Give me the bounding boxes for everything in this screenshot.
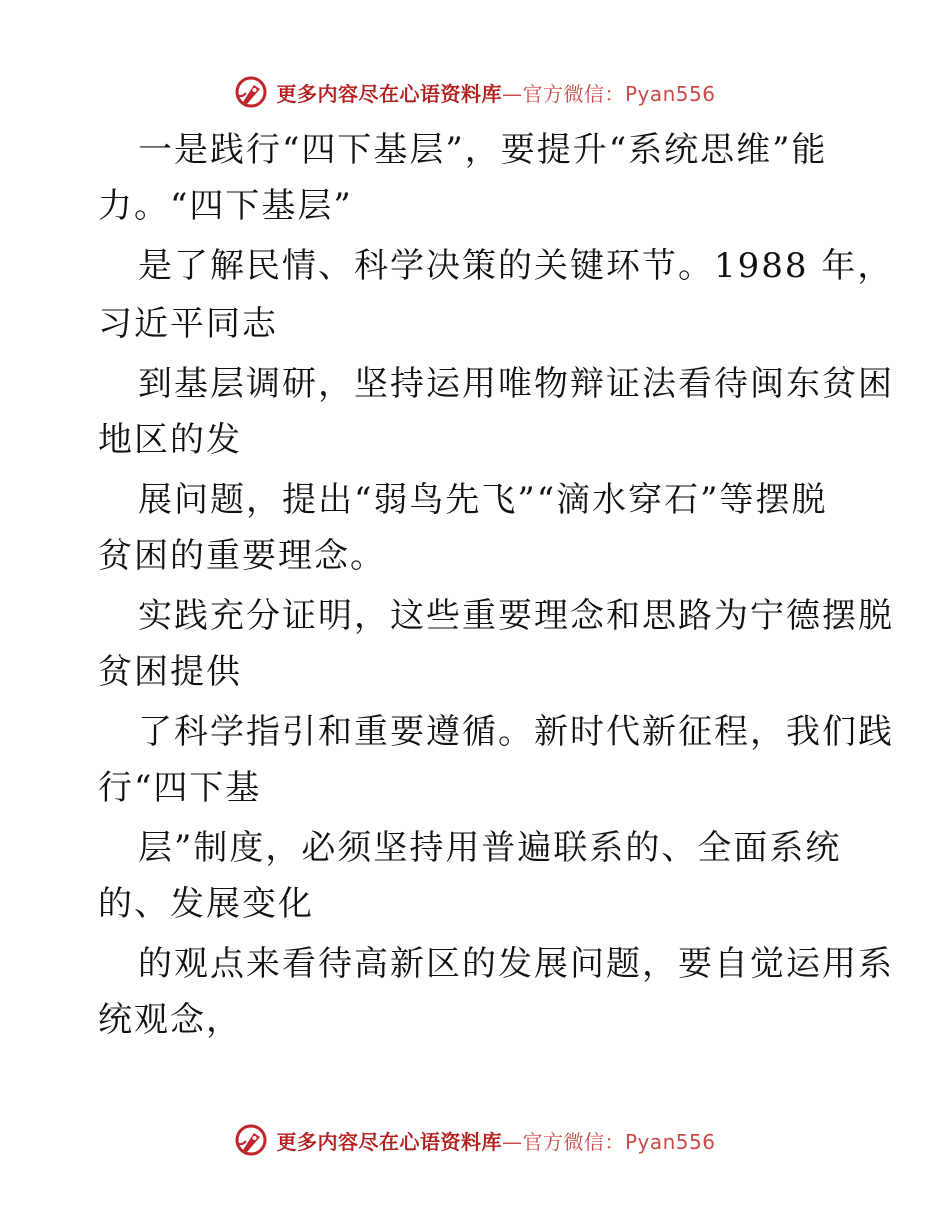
footer-banner — [0, 1120, 950, 1160]
text-line-1: 一是践行“四下基层”，要提升“系统思维”能 — [138, 130, 828, 170]
text-line-3: 是了解民情、科学决策的关键环节。1988 年， — [138, 246, 894, 286]
text-line-6: 地区的发 — [98, 420, 242, 460]
text-line-8: 贫困的重要理念。 — [98, 536, 386, 576]
text-line-11: 了科学指引和重要遵循。新时代新征程，我们践 — [138, 712, 894, 752]
pen-nib-circle-logo-icon — [234, 1123, 268, 1157]
pen-nib-circle-logo-icon — [234, 75, 268, 109]
text-line-13: 层”制度，必须坚持用普遍联系的、全面系统 — [138, 828, 842, 868]
text-line-16: 统观念， — [98, 1000, 242, 1040]
text-line-15: 的观点来看待高新区的发展问题，要自觉运用系 — [138, 944, 894, 984]
text-line-12: 行“四下基 — [98, 768, 262, 808]
header-banner-text — [276, 78, 715, 107]
header-banner-main: 更多内容尽在心语资料库 — [276, 81, 502, 106]
document-body — [0, 120, 950, 1080]
footer-banner-text — [276, 1126, 715, 1155]
text-line-7: 展问题，提出“弱鸟先飞”“滴水穿石”等摆脱 — [138, 480, 828, 520]
text-line-5: 到基层调研，坚持运用唯物辩证法看待闽东贫困 — [138, 364, 894, 404]
footer-banner-main: 更多内容尽在心语资料库 — [276, 1129, 502, 1154]
text-line-14: 的、发展变化 — [98, 884, 314, 924]
text-line-2: 力。“四下基层” — [98, 186, 353, 226]
header-banner-wechat: —官方微信：Pyan556 — [501, 81, 716, 106]
text-line-4: 习近平同志 — [98, 304, 278, 344]
text-line-10: 贫困提供 — [98, 652, 242, 692]
text-line-9: 实践充分证明，这些重要理念和思路为宁德摆脱 — [138, 596, 894, 636]
footer-banner-wechat: —官方微信：Pyan556 — [501, 1129, 716, 1154]
header-banner — [0, 72, 950, 112]
